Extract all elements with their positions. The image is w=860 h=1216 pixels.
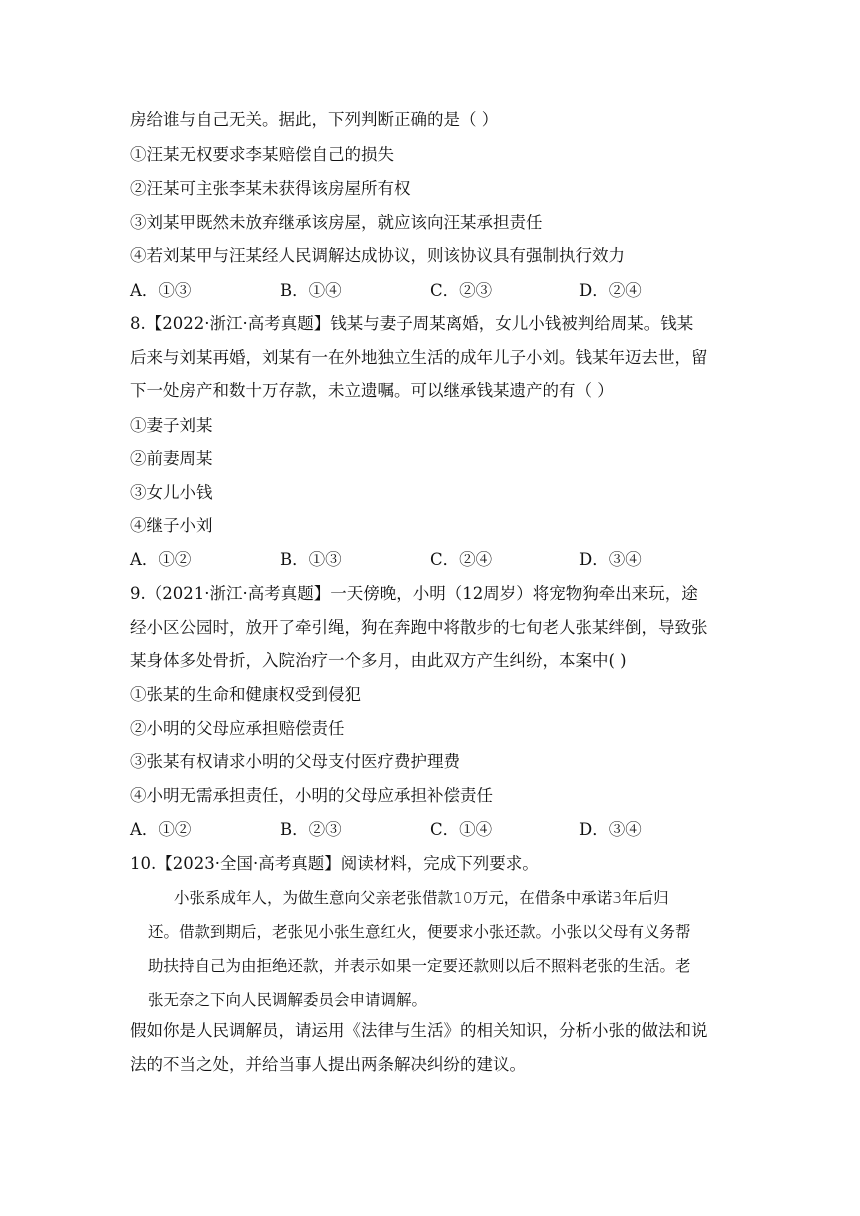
q8-item-2: ②前妻周某 [130, 449, 213, 468]
q7-item-2: ②汪某可主张李某未获得该房屋所有权 [130, 179, 411, 198]
q9-item-3: ③张某有权请求小明的父母支付医疗费护理费 [130, 752, 460, 771]
q7-item-3: ③刘某甲既然未放弃继承该房屋，就应该向汪某承担责任 [130, 213, 543, 232]
q10-question-line-1: 假如你是人民调解员，请运用《法律与生活》的相关知识，分析小张的做法和说 [130, 1021, 708, 1040]
q10-material-line-4: 张无奈之下向人民调解委员会申请调解。 [148, 991, 428, 1009]
q8-stem-line-2: 后来与刘某再婚，刘某有一在外地独立生活的成年儿子小刘。钱某年迈去世，留 [130, 348, 708, 367]
q8-option-a: A．①② [130, 550, 192, 569]
q8-item-1: ①妻子刘某 [130, 416, 213, 435]
q8-stem-line-1: 8.【2022·浙江·高考真题】钱某与妻子周某离婚，女儿小钱被判给周某。钱某 [130, 314, 694, 333]
q8-option-d: D．③④ [579, 550, 642, 569]
q8-option-c: C．②④ [430, 550, 493, 569]
q9-item-2: ②小明的父母应承担赔偿责任 [130, 719, 345, 738]
q7-option-b: B．①④ [280, 281, 342, 300]
q10-question-line-2: 法的不当之处，并给当事人提出两条解决纠纷的建议。 [130, 1055, 526, 1074]
q10-material-line-1: 小张系成年人，为做生意向父亲老张借款10万元，在借条中承诺3年后归 [174, 889, 669, 907]
q10-material-line-2: 还。借款到期后，老张见小张生意红火，便要求小张还款。小张以父母有义务帮 [148, 923, 691, 941]
q7-stem-tail: 房给谁与自己无关。据此，下列判断正确的是（ ） [130, 110, 499, 129]
q9-option-c: C．①④ [430, 820, 493, 839]
q7-option-d: D．②④ [579, 281, 642, 300]
q9-option-d: D．③④ [579, 820, 642, 839]
q9-option-a: A．①② [130, 820, 192, 839]
q8-option-b: B．①③ [280, 550, 342, 569]
q9-item-1: ①张某的生命和健康权受到侵犯 [130, 685, 361, 704]
q8-stem-line-3: 下一处房产和数十万存款，未立遗嘱。可以继承钱某遗产的有（ ） [130, 381, 614, 400]
q9-item-4: ④小明无需承担责任，小明的父母应承担补偿责任 [130, 786, 493, 805]
q8-item-3: ③女儿小钱 [130, 483, 213, 502]
q9-stem-line-3: 某身体多处骨折，入院治疗一个多月，由此双方产生纠纷，本案中( ) [130, 651, 627, 670]
q8-item-4: ④继子小刘 [130, 516, 213, 535]
q10-stem: 10.【2023·全国·高考真题】阅读材料，完成下列要求。 [130, 854, 539, 873]
q7-item-4: ④若刘某甲与汪某经人民调解达成协议，则该协议具有强制执行效力 [130, 246, 625, 265]
q7-option-a: A．①③ [130, 281, 192, 300]
q10-material-line-3: 助扶持自己为由拒绝还款，并表示如果一定要还款则以后不照料老张的生活。老 [148, 957, 691, 975]
q9-stem-line-2: 经小区公园时，放开了牵引绳，狗在奔跑中将散步的七旬老人张某绊倒，导致张 [130, 618, 708, 637]
q7-item-1: ①汪某无权要求李某赔偿自己的损失 [130, 145, 394, 164]
q9-option-b: B．②③ [280, 820, 342, 839]
q7-option-c: C．②③ [430, 281, 493, 300]
q9-stem-line-1: 9.（2021·浙江·高考真题】一天傍晚，小明（12周岁）将宠物狗牵出来玩，途 [130, 584, 698, 603]
